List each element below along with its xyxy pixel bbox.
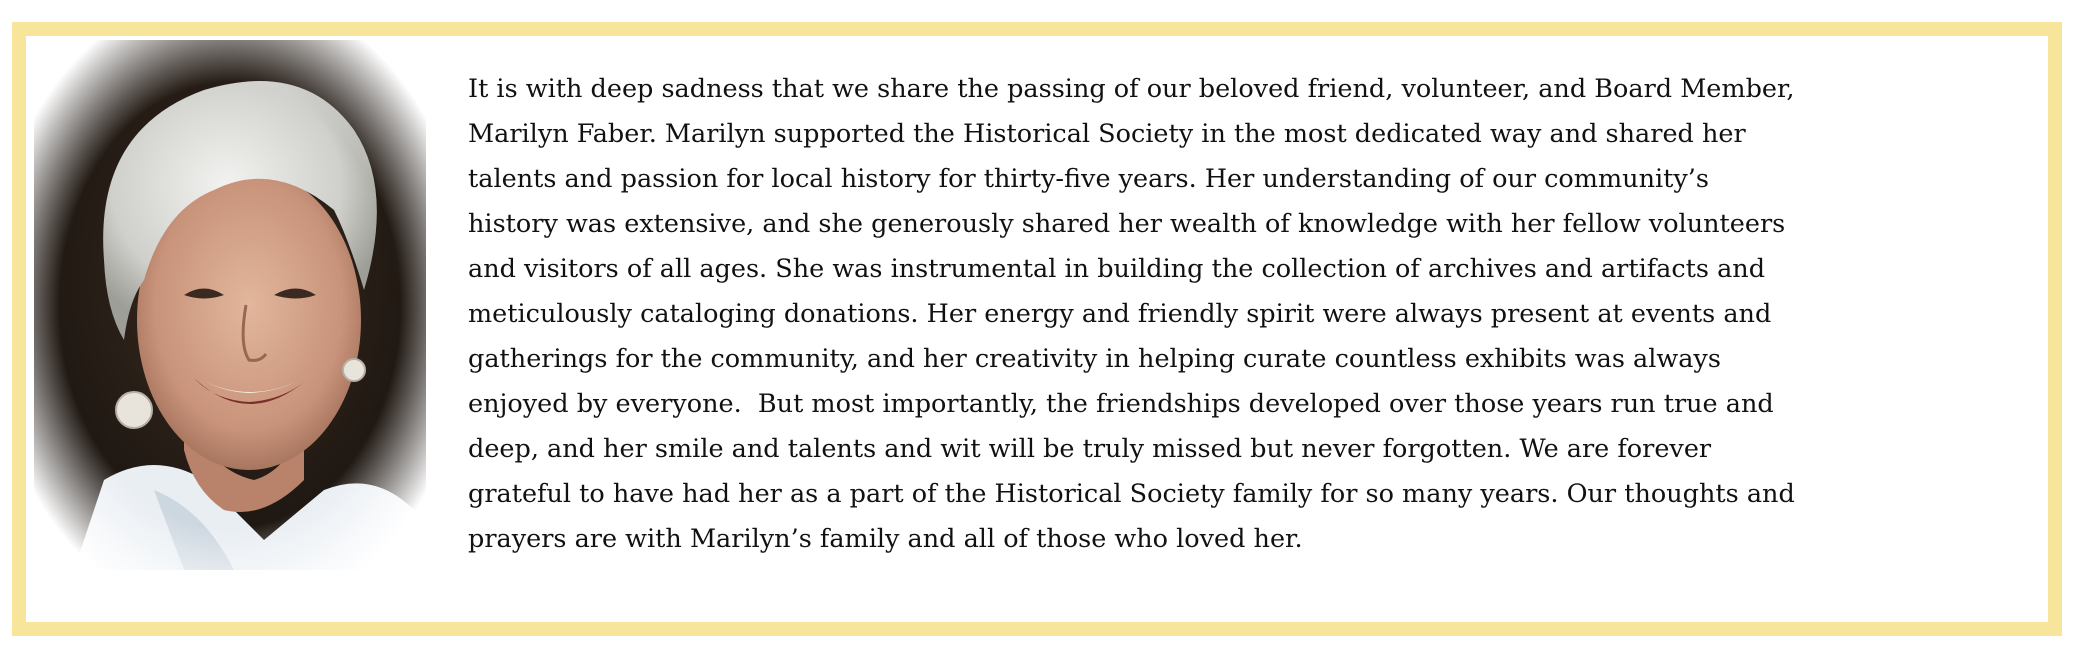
tribute-line: Marilyn Faber. Marilyn supported the Historical Society in the most dedicated way and shared her (468, 119, 1746, 149)
tribute-line: history was extensive, and she generously shared her wealth of knowledge with her fellow volunteers (468, 209, 1786, 239)
tribute-line: grateful to have had her as a part of the Historical Society family for so many years. Our thoughts and (468, 479, 1795, 509)
portrait-photo-icon (34, 40, 426, 570)
tribute-line: deep, and her smile and talents and wit will be truly missed but never forgotten. We are forever (468, 434, 1712, 464)
tribute-line: It is with deep sadness that we share the passing of our beloved friend, volunteer, and Board Member, (468, 74, 1795, 104)
portrait-photo (34, 40, 426, 570)
tribute-line: talents and passion for local history for thirty-five years. Her understanding of our community’s (468, 164, 1709, 194)
tribute-line: meticulously cataloging donations. Her energy and friendly spirit were always present at events and (468, 299, 1772, 329)
tribute-line: prayers are with Marilyn’s family and all of those who loved her. (468, 524, 1303, 554)
tribute-line: gatherings for the community, and her creativity in helping curate countless exhibits was always (468, 344, 1721, 374)
tribute-line: and visitors of all ages. She was instrumental in building the collection of archives and artifacts and (468, 254, 1766, 284)
tribute-text (468, 67, 1998, 562)
tribute-line: enjoyed by everyone. But most importantly, the friendships developed over those years run true and (468, 389, 1774, 419)
